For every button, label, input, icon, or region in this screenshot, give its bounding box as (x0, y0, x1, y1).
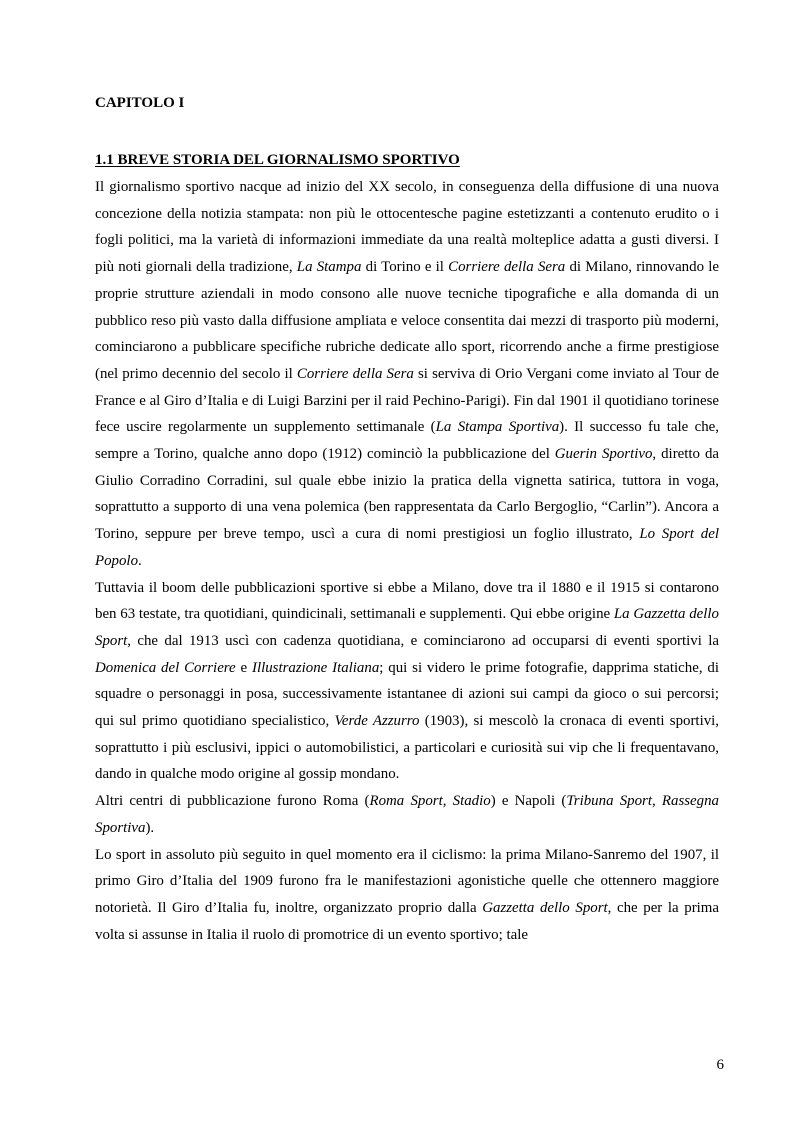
italic-title: La Gazzetta dello Sport (95, 606, 719, 649)
paragraph-1 (95, 174, 719, 575)
text-run: ; qui si videro le prime fotografie, dapprima statiche, di squadre o personaggi in posa, successivamente istantanee di azioni sui campi da gioco o sui percorsi; qui sul primo quotidiano specialistico, (95, 659, 720, 730)
italic-title: Corriere della Sera (296, 365, 414, 382)
text-run: (1903), si mescolò la cronaca di eventi sportivi, soprattutto i più esclusivi, ippici o automobilistici, a particolari e curiosità sui vip che li frequentavano, dando in qualche modo origine al gossip mondano. (95, 713, 720, 783)
italic-title: Roma Sport (369, 793, 443, 810)
paragraph-3 (95, 788, 719, 841)
chapter-title: CAPITOLO I (95, 95, 185, 111)
text-run: si serviva di Orio Vergani come inviato al Tour de France e al Giro d’Italia e di Luigi Barzini per il raid Pechino-Parigi). Fin dal 1901 il quotidiano torinese fece uscire regolarmente un supplemento settimanale ( (95, 365, 720, 436)
text-run: , (442, 793, 453, 810)
text-run: , diretto da Giulio Corradino Corradini, sul quale ebbe inizio la pratica della vignetta satirica, tuttora in voga, soprattutto a supporto di una vena polemica (ben rappresentata da Carlo Bergoglio, “Carlin”). Ancora a Torino, seppure per breve tempo, uscì a cura di nomi prestigiosi un foglio illustrato, (95, 446, 720, 543)
italic-title: Illustrazione Italiana (251, 659, 380, 676)
paragraph-4 (95, 842, 719, 949)
text-run: Tuttavia il boom delle pubblicazioni sportive si ebbe a Milano, dove tra il 1880 e il 1915 si contarono ben 63 testate, tra quotidiani, quindicinali, settimanali e supplementi. Qui ebbe origine (95, 579, 719, 623)
text-run: ). Il successo fu tale che, sempre a Torino, qualche anno dopo (1912) cominciò la pubblicazione del (95, 419, 719, 463)
text-run: e (235, 659, 252, 676)
italic-title: La Stampa Sportiva (435, 419, 560, 436)
italic-title: Lo Sport del Popolo (95, 526, 719, 569)
body-text (95, 174, 719, 948)
text-run: , (651, 793, 662, 810)
italic-title: Verde Azzurro (334, 713, 420, 730)
text-run: Altri centri di pubblicazione furono Roma ( (95, 793, 370, 810)
italic-title: Guerin Sportivo (554, 446, 653, 463)
paragraph-2 (95, 575, 719, 789)
text-run: Il giornalismo sportivo nacque ad inizio del XX secolo, in conseguenza della diffusione di una nuova concezione della notizia stampata: non più le ottocentesche pagine estetizzanti a contenuto erudito o i fogli politici, ma la varietà di informazioni immediate da una realtà molteplice adatta a gusti diversi. I più noti giornali della tradizione, (95, 179, 719, 276)
text-run: , che dal 1913 uscì con cadenza quotidiana, e cominciarono ad occuparsi di eventi sportivi la (127, 632, 719, 649)
italic-title: La Stampa (296, 259, 362, 276)
page-number: 6 (716, 1057, 724, 1073)
text-run: , che per la prima volta si assunse in Italia il ruolo di promotrice di un evento sportivo; tale (95, 899, 719, 943)
italic-title: Gazzetta dello Sport (482, 899, 608, 916)
italic-title: Domenica del Corriere (95, 659, 236, 676)
text-run: ). (145, 819, 155, 836)
italic-title: Tribuna Sport (566, 793, 652, 810)
section-title: 1.1 BREVE STORIA DEL GIORNALISMO SPORTIVO (95, 152, 460, 168)
italic-title: Corriere della Sera (448, 259, 566, 276)
text-run: . (138, 552, 142, 569)
text-run: di Milano, rinnovando le proprie strutture aziendali in modo consono alle nuove tecniche tipografiche e alla domanda di un pubblico reso più vasto dalla diffusione ampliata e veloce consentita dai mezzi di trasporto più moderni, cominciarono a pubblicare specifiche rubriche dedicate allo sport, ricorrendo anche a firme prestigiose (nel primo decennio del secolo il (95, 259, 719, 382)
text-run: Lo sport in assoluto più seguito in quel momento era il ciclismo: la prima Milano-Sanremo del 1907, il primo Giro d’Italia del 1909 furono fra le manifestazioni agonistiche quelle che ottennero maggiore notorietà. Il Giro d’Italia fu, inoltre, organizzato proprio dalla (95, 846, 719, 916)
italic-title: Rassegna Sportiva (95, 793, 719, 836)
text-run: di Torino e il (361, 259, 449, 276)
text-run: ) e Napoli ( (490, 793, 567, 810)
italic-title: Stadio (452, 793, 491, 810)
